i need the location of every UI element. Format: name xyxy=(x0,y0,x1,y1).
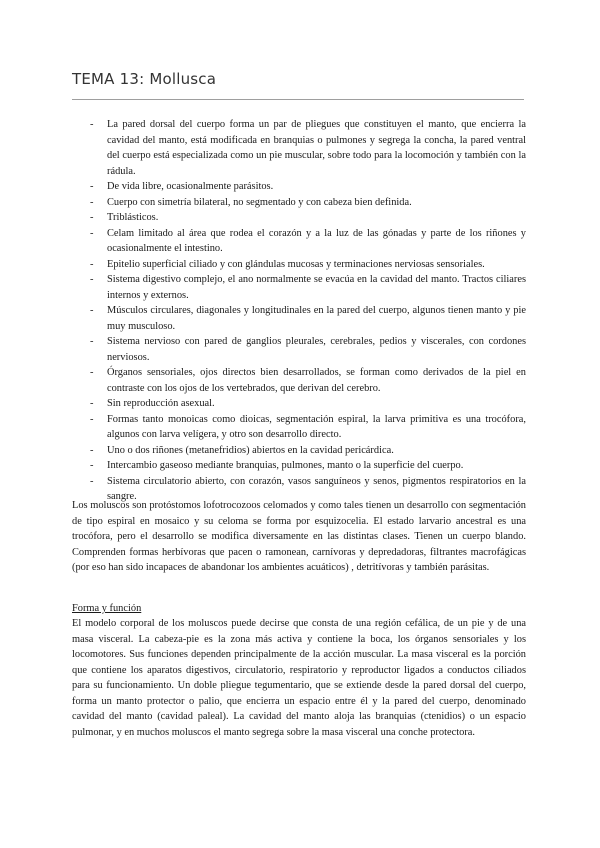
title-divider xyxy=(72,99,524,100)
list-item xyxy=(90,303,526,334)
bullet-dash: - xyxy=(90,460,94,471)
list-item xyxy=(90,272,526,303)
bullet-dash: - xyxy=(90,336,94,347)
list-item xyxy=(90,210,526,226)
bullet-dash: - xyxy=(90,119,94,130)
list-item xyxy=(90,117,526,179)
form-function-paragraph: El modelo corporal de los moluscos puede decirse que consta de una región cefálica, de un pie y de una masa visceral. La cabeza-pie es la zona más activa y contiene la boca, los órganos sensoriales y los locomotores. Sus funciones dependen principalmente de la acción muscular. La masa visceral es la porción que contiene los aparatos digestivos, circulatorio, respiratorio y reproductor ligados a conductos ciliados para su funcionamiento. Un doble pliegue tegumentario, que se extiende desde la pared dorsal del cuerpo, forma un manto protector o palio, que encierra un espacio entre él y la pared del cuerpo, denominado cavidad del manto (cavidad paleal). La cavidad del manto aloja las branquias (ctenidios) o un espacio pulmonar, y en muchos moluscos el manto segrega sobre la masa visceral una conche protectora. xyxy=(72,618,526,738)
list-item-text: La pared dorsal del cuerpo forma un par de pliegues que constituyen el manto, que encierra la cavidad del manto, está modificada en branquias o pulmones y segrega la concha, la pared ventral del cuerpo está especializada como un pie muscular, sobre todo para la locomoción y también con la rádula. xyxy=(107,119,526,177)
bullet-dash: - xyxy=(90,475,94,487)
list-item xyxy=(90,179,526,195)
list-item xyxy=(90,396,526,412)
list-item-text: Sistema nervioso con pared de ganglios pleurales, cerebrales, pedios y viscerales, con cordones nerviosos. xyxy=(107,336,526,363)
bullet-dash: - xyxy=(90,305,94,316)
list-item xyxy=(90,443,526,459)
list-item-text: Cuerpo con simetría bilateral, no segmentado y con cabeza bien definida. xyxy=(107,196,412,208)
bullet-dash: - xyxy=(90,212,94,223)
intro-paragraph: Los moluscos son protóstomos lofotrocozoos celomados y como tales tienen un desarrollo con segmentación de tipo espiral en mosaico y su celoma se forma por esquizocelia. El estado larvario ancestral es una trocófora, pero el desarrollo se modifica diversamente en las distintas clases. Tienen un cuerpo blando. Comprenden formas herbívoras que pacen o ramonean, carnívoras y depredadoras, filtrantes macrofágicas (por eso han sido incapaces de abandonar los ambientes acuáticos) , detritívoras y también parásitas. xyxy=(72,500,526,573)
characteristics-list xyxy=(90,117,526,505)
list-item xyxy=(90,226,526,257)
bullet-dash: - xyxy=(90,181,94,192)
list-item xyxy=(90,365,526,396)
list-item-text: Sistema circulatorio abierto, con corazón, vasos sanguíneos y senos, pigmentos respiratorios en la sangre. xyxy=(107,475,526,502)
list-item-text: Epitelio superficial ciliado y con glándulas mucosas y terminaciones nerviosas sensoriales. xyxy=(107,258,485,270)
list-item-text: Celam limitado al área que rodea el corazón y a la luz de las gónadas y parte de los riñones y ocasionalmente el intestino. xyxy=(107,227,526,254)
list-item-text: Músculos circulares, diagonales y longitudinales en la pared del cuerpo, algunos tienen manto y pie muy musculoso. xyxy=(107,305,526,332)
list-item-text: Sin reproducción asexual. xyxy=(107,398,215,409)
bullet-dash: - xyxy=(90,367,94,378)
bullet-dash: - xyxy=(90,444,94,456)
list-item xyxy=(90,458,526,474)
list-item-text: Uno o dos riñones (metanefridios) abiertos en la cavidad pericárdica. xyxy=(107,444,394,456)
bullet-dash: - xyxy=(90,227,94,239)
list-item-text: Sistema digestivo complejo, el ano normalmente se evacúa en la cavidad del manto. Tractos ciliares internos y externos. xyxy=(107,274,526,301)
list-item-text: Órganos sensoriales, ojos directos bien desarrollados, se forman como derivados de la piel en contraste con los ojos de los vertebrados, que derivan del cerebro. xyxy=(107,367,526,394)
list-item-text: Triblásticos. xyxy=(107,212,159,223)
list-item-text: De vida libre, ocasionalmente parásitos. xyxy=(107,181,274,192)
bullet-dash: - xyxy=(90,258,94,270)
bullet-dash: - xyxy=(90,413,94,425)
bullet-dash: - xyxy=(90,196,94,208)
section-heading: Forma y función xyxy=(72,603,142,614)
page-title: TEMA 13: Mollusca xyxy=(72,70,217,88)
bullet-dash: - xyxy=(90,398,94,409)
list-item xyxy=(90,195,526,211)
list-item-text: Intercambio gaseoso mediante branquias, pulmones, manto o la superficie del cuerpo. xyxy=(107,460,464,471)
list-item xyxy=(90,412,526,443)
bullet-dash: - xyxy=(90,274,94,285)
list-item xyxy=(90,257,526,273)
list-item xyxy=(90,334,526,365)
list-item-text: Formas tanto monoicas como dioicas, segmentación espiral, la larva primitiva es una trocófora, algunos con larva velígera, y otro son desarrollo directo. xyxy=(107,413,526,440)
